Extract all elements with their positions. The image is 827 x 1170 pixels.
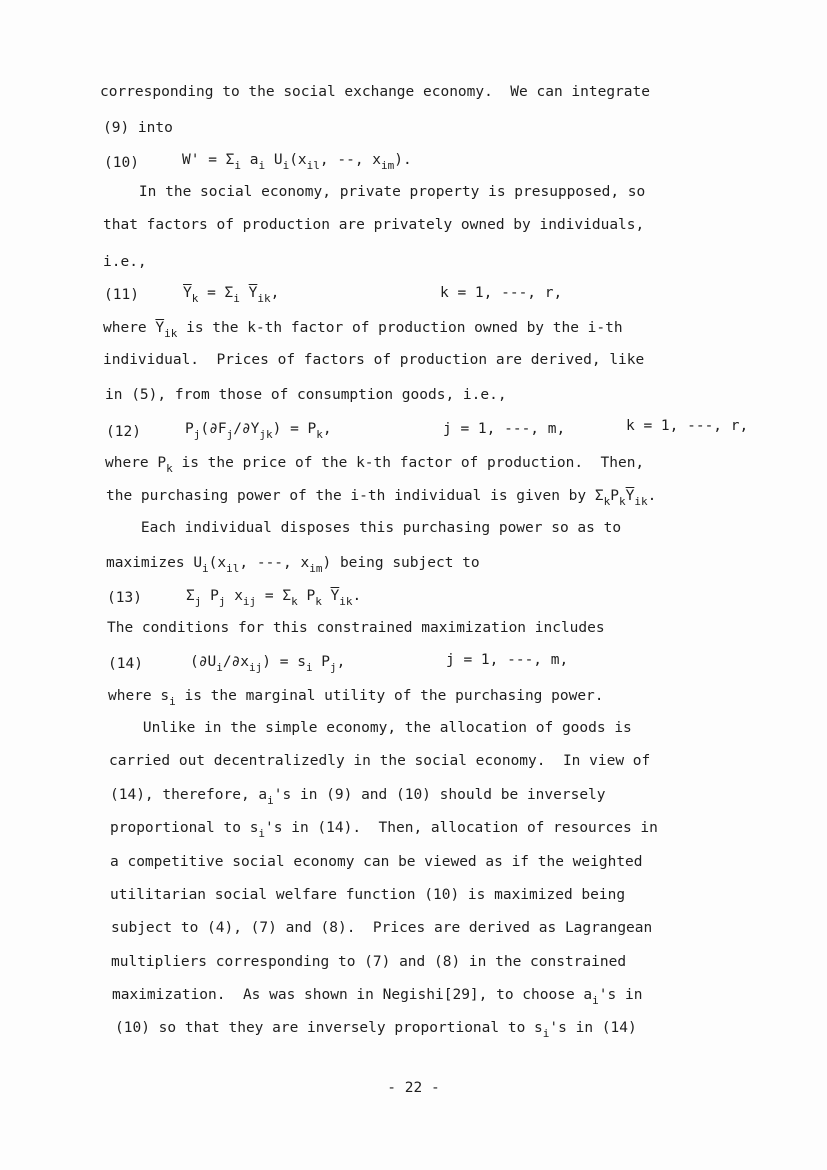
equation-14: $(\partial U_i/\partial x_{ij}) = s_i$ $P_j$,: [190, 654, 346, 674]
text-line: Each individual disposes this purchasing power so as to: [106, 520, 622, 536]
equation-range: k = 1, ---, r,: [626, 418, 749, 434]
text-line: maximization. As was shown in Negishi[29], to choose $a_i's$ in: [112, 987, 643, 1007]
equation-range: k = 1, ---, r,: [440, 285, 563, 301]
equation-11: $\overline{Y}_k = \Sigma_i$ $\overline{Y}_{ik}$,: [183, 285, 280, 305]
text-line: maximizes $U_i(x_{il}$, ---, $x_{im}$) being subject to: [106, 555, 480, 575]
equation-13: $\Sigma_j$ $P_j$ $x_{ij} = \Sigma_k$ $P_k$ $\overline{Y}_{ik}$.: [186, 588, 362, 608]
equation-12: $P_j(\partial F_j/\partial Y_{jk}) = P_k$,: [185, 421, 332, 441]
equation-number: (12): [106, 424, 141, 440]
text-line: subject to (4), (7) and (8). Prices are derived as Lagrangean: [111, 920, 653, 936]
text-line: In the social economy, private property is presupposed, so: [104, 184, 646, 200]
text-line: (9) into: [103, 120, 173, 136]
text-line: where $P_k$ is the price of the k-th factor of production. Then,: [105, 455, 645, 475]
text-line: that factors of production are privately owned by individuals,: [103, 217, 645, 233]
equation-number: (11): [104, 287, 139, 303]
text-line: individual. Prices of factors of production are derived, like: [103, 352, 645, 368]
equation-number: (10): [104, 155, 139, 171]
text-line: proportional to $s_i's$ in (14). Then, allocation of resources in: [110, 820, 658, 840]
text-line: i.e.,: [103, 254, 147, 270]
text-line: carried out decentralizedly in the social economy. In view of: [109, 753, 651, 769]
text-line: utilitarian social welfare function (10) is maximized being: [110, 887, 626, 903]
text-line: where $\overline{Y}_{ik}$ is the k-th factor of production owned by the i-th: [103, 320, 623, 340]
equation-range: j = 1, ---, m,: [443, 421, 566, 437]
equation-number: (14): [108, 656, 143, 672]
text-line: (14), therefore, $a_i's$ in (9) and (10) should be inversely: [110, 787, 606, 807]
equation-10: $W' = \Sigma_i$ $a_i$ $U_i(x_{il}$, --, $x_{im}$).: [182, 152, 412, 172]
text-line: multipliers corresponding to (7) and (8) in the constrained: [111, 954, 627, 970]
text-line: (10) so that they are inversely proportional to $s_i's$ in (14): [115, 1020, 637, 1040]
text-line: The conditions for this constrained maximization includes: [107, 620, 605, 636]
equation-range: j = 1, ---, m,: [446, 652, 569, 668]
text-line: the purchasing power of the i-th individual is given by $\Sigma_kP_k\overline{Y}_{ik}$.: [106, 488, 657, 508]
equation-number: (13): [107, 590, 142, 606]
text-line: corresponding to the social exchange economy. We can integrate: [100, 84, 650, 100]
text-line: Unlike in the simple economy, the allocation of goods is: [108, 720, 632, 736]
text-line: a competitive social economy can be viewed as if the weighted: [110, 854, 643, 870]
text-line: where $s_i$ is the marginal utility of the purchasing power.: [108, 688, 604, 708]
page-number: - 22 -: [387, 1080, 440, 1096]
text-line: in (5), from those of consumption goods, i.e.,: [105, 387, 507, 403]
